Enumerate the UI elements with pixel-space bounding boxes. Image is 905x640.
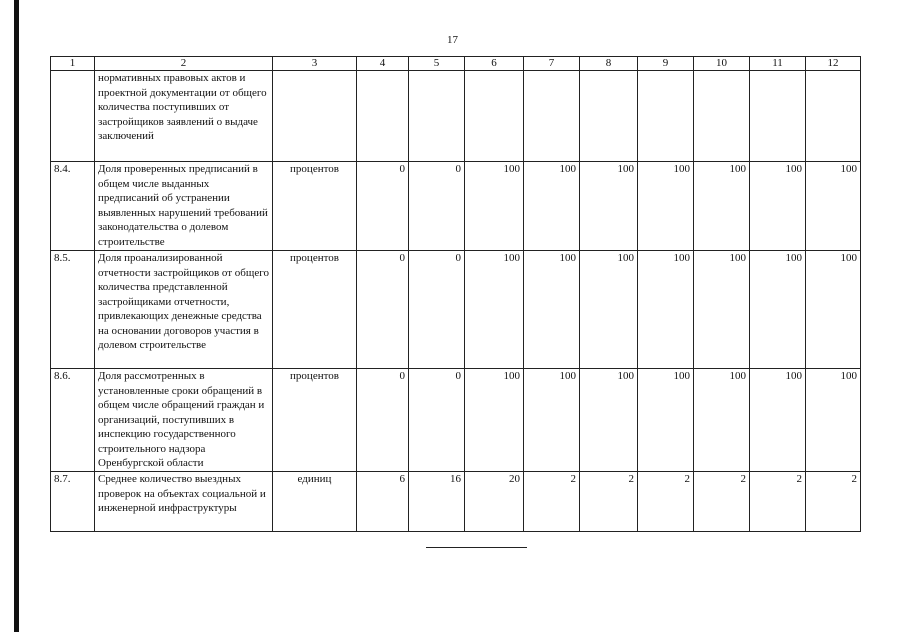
value-cell: 2 bbox=[524, 472, 580, 532]
value-cell: 20 bbox=[465, 472, 524, 532]
value-cell: 16 bbox=[409, 472, 465, 532]
table-row bbox=[51, 369, 861, 472]
value-cell bbox=[806, 71, 861, 162]
value-cell: 100 bbox=[694, 369, 750, 472]
value-cell: 0 bbox=[357, 369, 409, 472]
value-cell: 100 bbox=[694, 162, 750, 251]
table-row bbox=[51, 472, 861, 532]
table-row bbox=[51, 71, 861, 162]
value-cell: 0 bbox=[357, 162, 409, 251]
value-cell: 100 bbox=[638, 162, 694, 251]
value-cell: 0 bbox=[409, 162, 465, 251]
unit-cell: процентов bbox=[273, 369, 357, 472]
row-number: 8.4. bbox=[51, 162, 95, 251]
column-header: 5 bbox=[409, 57, 465, 71]
value-cell: 100 bbox=[580, 369, 638, 472]
table-row bbox=[51, 251, 861, 369]
header-row bbox=[51, 57, 861, 71]
row-number: 8.7. bbox=[51, 472, 95, 532]
value-cell: 100 bbox=[580, 162, 638, 251]
value-cell: 100 bbox=[465, 369, 524, 472]
column-header: 8 bbox=[580, 57, 638, 71]
value-cell: 100 bbox=[806, 162, 861, 251]
unit-cell: процентов bbox=[273, 162, 357, 251]
unit-cell: единиц bbox=[273, 472, 357, 532]
scan-edge-bar bbox=[14, 0, 19, 632]
value-cell: 0 bbox=[409, 369, 465, 472]
value-cell: 100 bbox=[750, 251, 806, 369]
value-cell: 2 bbox=[750, 472, 806, 532]
column-header: 11 bbox=[750, 57, 806, 71]
table-row bbox=[51, 162, 861, 251]
page-number: 17 bbox=[447, 34, 458, 46]
row-number: 8.6. bbox=[51, 369, 95, 472]
row-number: 8.5. bbox=[51, 251, 95, 369]
value-cell: 100 bbox=[524, 369, 580, 472]
value-cell: 100 bbox=[806, 369, 861, 472]
value-cell: 100 bbox=[750, 369, 806, 472]
value-cell: 100 bbox=[806, 251, 861, 369]
value-cell bbox=[580, 71, 638, 162]
value-cell: 100 bbox=[580, 251, 638, 369]
value-cell: 2 bbox=[806, 472, 861, 532]
indicator-description: нормативных правовых актов и проектной документации от общего количества поступивших от застройщиков заявлений о выдаче заключений bbox=[95, 71, 273, 162]
value-cell bbox=[638, 71, 694, 162]
column-header: 2 bbox=[95, 57, 273, 71]
value-cell bbox=[357, 71, 409, 162]
column-header: 10 bbox=[694, 57, 750, 71]
footer-divider bbox=[426, 547, 527, 548]
column-header: 3 bbox=[273, 57, 357, 71]
value-cell: 100 bbox=[465, 251, 524, 369]
indicator-description: Доля проверенных предписаний в общем числе выданных предписаний об устранении выявленных нарушений требований законодательства о долевом строительстве bbox=[95, 162, 273, 251]
value-cell: 100 bbox=[465, 162, 524, 251]
column-header: 12 bbox=[806, 57, 861, 71]
value-cell bbox=[409, 71, 465, 162]
indicator-description: Среднее количество выездных проверок на объектах социальной и инженерной инфраструктуры bbox=[95, 472, 273, 532]
column-header: 9 bbox=[638, 57, 694, 71]
indicator-description: Доля проанализированной отчетности застройщиков от общего количества представленной застройщиками отчетности, привлекающих денежные средства на основании договоров участия в долевом строительстве bbox=[95, 251, 273, 369]
value-cell: 100 bbox=[638, 251, 694, 369]
value-cell bbox=[524, 71, 580, 162]
value-cell: 0 bbox=[357, 251, 409, 369]
value-cell: 6 bbox=[357, 472, 409, 532]
value-cell bbox=[465, 71, 524, 162]
value-cell: 0 bbox=[409, 251, 465, 369]
column-header: 7 bbox=[524, 57, 580, 71]
indicator-description: Доля рассмотренных в установленные сроки обращений в общем числе обращений граждан и организаций, поступивших в инспекцию государственного строительного надзора Оренбургской области bbox=[95, 369, 273, 472]
value-cell: 2 bbox=[580, 472, 638, 532]
value-cell: 100 bbox=[524, 251, 580, 369]
value-cell: 2 bbox=[694, 472, 750, 532]
row-number bbox=[51, 71, 95, 162]
unit-cell: процентов bbox=[273, 251, 357, 369]
column-header: 4 bbox=[357, 57, 409, 71]
value-cell bbox=[694, 71, 750, 162]
column-header: 6 bbox=[465, 57, 524, 71]
column-header: 1 bbox=[51, 57, 95, 71]
value-cell: 100 bbox=[638, 369, 694, 472]
indicator-table bbox=[50, 56, 861, 532]
value-cell bbox=[750, 71, 806, 162]
value-cell: 100 bbox=[524, 162, 580, 251]
value-cell: 100 bbox=[694, 251, 750, 369]
value-cell: 2 bbox=[638, 472, 694, 532]
unit-cell bbox=[273, 71, 357, 162]
value-cell: 100 bbox=[750, 162, 806, 251]
